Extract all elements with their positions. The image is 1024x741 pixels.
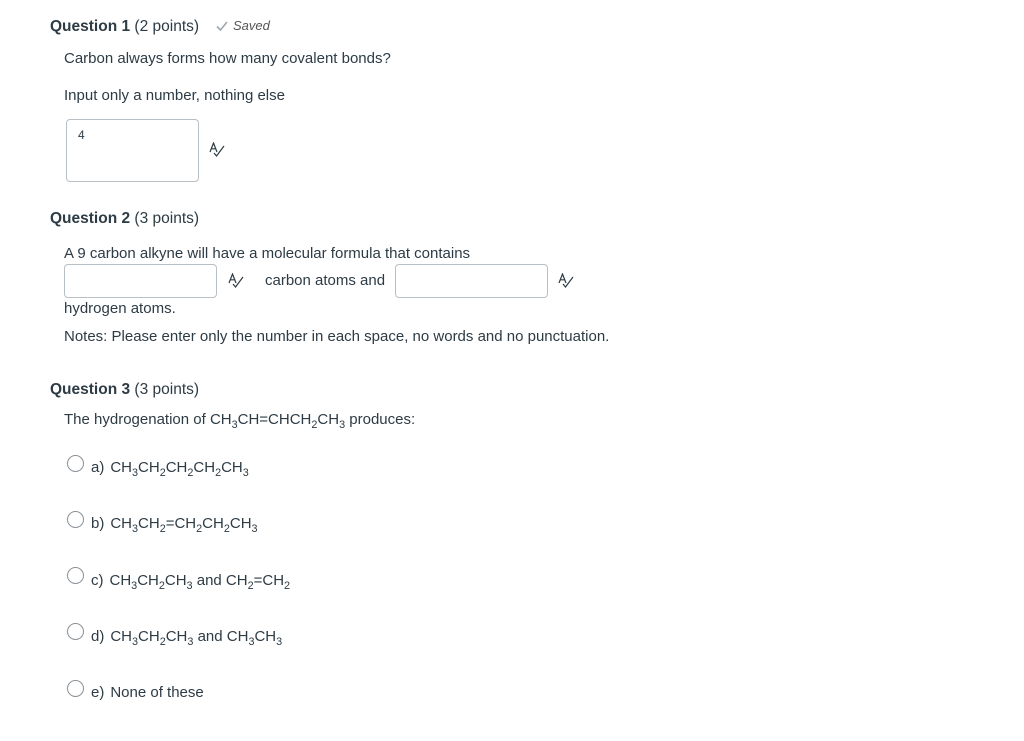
option-a[interactable] xyxy=(91,459,249,479)
radio-icon[interactable] xyxy=(67,680,84,697)
question-3-prompt-prefix: The hydrogenation of xyxy=(64,411,210,428)
spellcheck-icon[interactable] xyxy=(557,273,575,289)
question-1-header xyxy=(50,18,199,36)
option-d-formula: $CH_3CH_2CH_3$ and $CH_3CH_3$ xyxy=(110,628,283,648)
option-b-formula: $CH_3CH_2=CH_2CH_2CH_3$ xyxy=(110,515,258,535)
question-1-instruction: Input only a number, nothing else xyxy=(64,87,285,104)
option-a-formula: $CH_3CH_2CH_2CH_2CH_3$ xyxy=(110,459,249,479)
radio-icon[interactable] xyxy=(67,567,84,584)
option-a-letter: a) xyxy=(91,459,105,476)
question-3-header xyxy=(50,381,199,399)
question-3-text xyxy=(64,411,416,431)
option-e[interactable] xyxy=(91,684,204,701)
question-3-prompt-suffix: produces: xyxy=(345,411,416,428)
question-2-text: A 9 carbon alkyne will have a molecular formula that contains xyxy=(64,245,471,262)
option-c[interactable] xyxy=(91,572,291,592)
question-1-text: Carbon always forms how many covalent bonds? xyxy=(64,50,391,67)
question-2-mid-text: carbon atoms and xyxy=(265,272,386,289)
question-2-end-text: hydrogen atoms. xyxy=(64,300,176,317)
option-c-letter: c) xyxy=(91,572,104,589)
question-3-points: (3 points) xyxy=(134,381,200,398)
question-2-header xyxy=(50,210,199,228)
saved-indicator xyxy=(215,18,270,33)
question-3-reactant: $CH_3CH=CHCH_2CH_3$ xyxy=(209,411,346,431)
question-3-title: Question 3 xyxy=(50,381,131,398)
question-2-blank-2-input[interactable] xyxy=(395,264,548,298)
option-d-letter: d) xyxy=(91,628,105,645)
question-2-title: Question 2 xyxy=(50,210,131,227)
option-e-formula: None of these xyxy=(110,684,204,701)
option-b-letter: b) xyxy=(91,515,105,532)
option-e-letter: e) xyxy=(91,684,105,701)
saved-label: Saved xyxy=(233,18,270,33)
question-2-notes: Notes: Please enter only the number in each space, no words and no punctuation. xyxy=(64,328,610,345)
question-1-answer-value: 4 xyxy=(78,128,85,142)
question-1-title: Question 1 xyxy=(50,18,131,35)
option-d[interactable] xyxy=(91,628,283,648)
radio-icon[interactable] xyxy=(67,623,84,640)
question-1-points: (2 points) xyxy=(134,18,200,35)
question-2-points: (3 points) xyxy=(134,210,200,227)
spellcheck-icon[interactable] xyxy=(208,142,226,158)
check-icon xyxy=(215,19,229,33)
radio-icon[interactable] xyxy=(67,511,84,528)
question-1-answer-input[interactable] xyxy=(66,119,199,182)
radio-icon[interactable] xyxy=(67,455,84,472)
option-b[interactable] xyxy=(91,515,258,535)
option-c-formula: $CH_3CH_2CH_3$ and $CH_2=CH_2$ xyxy=(109,572,291,592)
question-2-blank-1-input[interactable] xyxy=(64,264,217,298)
spellcheck-icon[interactable] xyxy=(227,273,245,289)
